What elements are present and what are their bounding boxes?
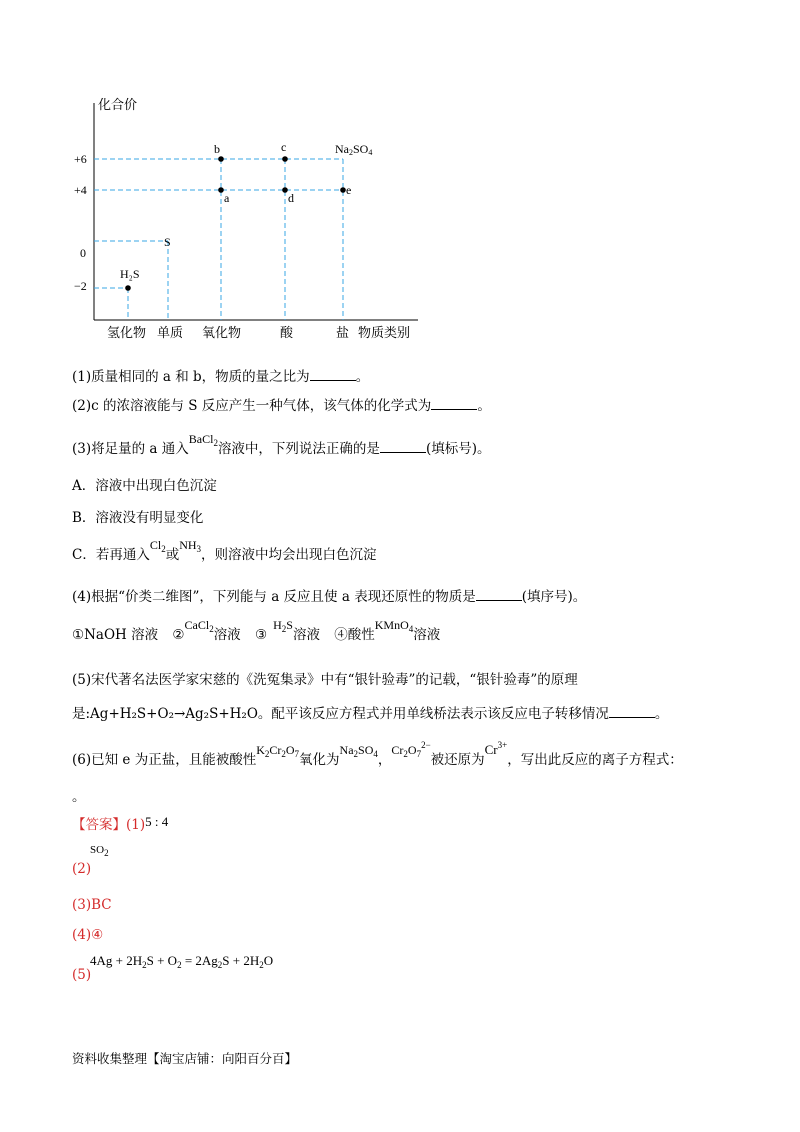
- formula-na2so4: $Na_2SO_4$: [339, 743, 378, 759]
- answer-blank-2: [431, 395, 477, 410]
- x-axis-label: 物质类别: [358, 325, 411, 340]
- question-2: (2)c 的浓溶液能与 S 反应产生一种气体，该气体的化学式为 。: [72, 395, 491, 415]
- formula-cacl2: CaCl$_2$: [184, 618, 214, 634]
- point-e: [340, 187, 346, 193]
- label-e: e: [346, 183, 352, 197]
- y-tick-plus4: +4: [74, 183, 87, 197]
- formula-h2s: $H_2S$: [273, 618, 293, 634]
- option-c: C．若再通入$Cl_2$或$NH_3$，则溶液中均会出现白色沉淀: [72, 538, 377, 563]
- formula-nh3: $NH_3$: [179, 538, 202, 554]
- formula-k2cr2o7: $K_2Cr_2O_7$: [256, 743, 300, 759]
- y-axis-label: 化合价: [98, 97, 138, 112]
- answer-blank-4: [476, 586, 522, 601]
- label-d: d: [288, 191, 294, 205]
- label-c: c: [281, 140, 287, 154]
- label-s: S: [164, 235, 171, 249]
- question-5-line1: (5)宋代著名法医学家宋慈的《洗冤集录》中有“银针验毒”的记载，“银针验毒”的原理: [72, 672, 578, 688]
- formula-bacl2: BaCl$_2$: [188, 432, 218, 448]
- answer-label: 【答案】: [72, 817, 126, 833]
- question-4: (4)根据“价类二维图”，下列能与 a 反应且使 a 表现还原性的物质是 (填序号)。: [72, 586, 586, 606]
- point-h2s: [125, 285, 131, 291]
- answer-5: $4Ag + 2H_2S + O_2 = 2Ag_2S + 2H_2O$ (5): [72, 953, 274, 983]
- answer-2: $SO_2$ (2): [72, 844, 109, 877]
- label-h2s: H₂S: [120, 267, 140, 281]
- formula-cr2o7-ion: $Cr_2O_7^{2-}$: [391, 740, 431, 759]
- valence-class-diagram: [60, 85, 430, 350]
- point-a: [218, 187, 224, 193]
- x-cat-element: 单质: [157, 325, 184, 340]
- label-b: b: [214, 142, 220, 156]
- question-6: (6)已知 e 为正盐，且能被酸性$K_2Cr_2O_7$氧化为$Na_2SO_4$，$Cr_2O_7^{2-}$被还原为$Cr^{3+}$，写出此反应的离子方程式：: [72, 746, 683, 773]
- answer-blank-5: [609, 703, 655, 718]
- y-tick-zero: 0: [80, 246, 86, 260]
- footer-note: 资料收集整理【淘宝店铺：向阳百分百】: [72, 1051, 298, 1066]
- question-4-options: ①NaOH 溶液 ②CaCl$_2$溶液 $③H_2S$溶液 ④酸性KMnO$_4$溶液: [72, 618, 441, 643]
- formula-cr3-ion: $Cr^{3+}$: [484, 740, 508, 757]
- point-c: [282, 156, 288, 162]
- answer-1: 【答案】(1)5 : 4: [72, 814, 169, 833]
- answer-4: (4)④: [72, 927, 104, 943]
- x-cat-acid: 酸: [280, 325, 294, 340]
- formula-kmno4: KMnO$_4$: [374, 618, 414, 634]
- point-d: [282, 187, 288, 193]
- question-3: (3)将足量的 a 通入BaCl$_2$溶液中，下列说法正确的是 (填标号)。: [72, 432, 491, 457]
- answer-blank-1: [310, 366, 356, 381]
- option-a: A．溶液中出现白色沉淀: [72, 478, 217, 494]
- option-b: B．溶液没有明显变化: [72, 510, 204, 526]
- answer-blank-3: [380, 438, 426, 453]
- question-5-line2: 是:Ag+H₂S+O₂→Ag₂S+H₂O。配平该反应方程式并用单线桥法表示该反应电子转移情况 。: [72, 703, 668, 723]
- question-1: (1)质量相同的 a 和 b，物质的量之比为 。: [72, 366, 369, 386]
- y-tick-minus2: −2: [74, 279, 87, 293]
- question-6-end: 。: [72, 789, 86, 805]
- point-b: [218, 156, 224, 162]
- x-cat-salt: 盐: [336, 325, 350, 340]
- label-na2so4: Na2SO4: [335, 142, 373, 157]
- formula-cl2: $Cl_2$: [149, 538, 166, 554]
- x-cat-hydride: 氢化物: [107, 325, 147, 340]
- answer-3: (3)BC: [72, 897, 112, 913]
- x-cat-oxide: 氧化物: [202, 325, 242, 340]
- label-a: a: [224, 191, 230, 205]
- y-tick-plus6: +6: [74, 152, 87, 166]
